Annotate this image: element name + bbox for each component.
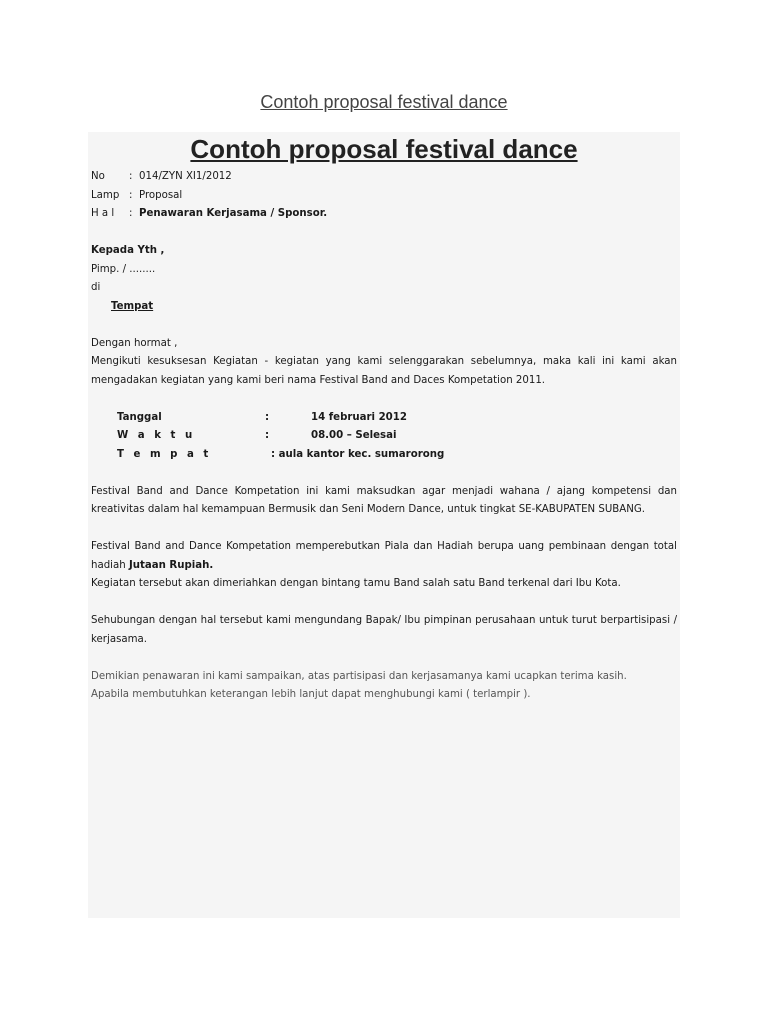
meta-colon: :	[129, 171, 133, 182]
meta-key: Lamp	[91, 189, 120, 201]
recipient-place: Tempat	[111, 300, 154, 312]
meta-value: Proposal	[139, 189, 183, 201]
meta-row-lamp	[91, 187, 677, 206]
document-body	[91, 168, 677, 705]
document-title: Contoh proposal festival dance	[190, 134, 578, 164]
paragraph: Kegiatan tersebut akan dimeriahkan dengan bintang tamu Band salah satu Band terkenal dari Ibu Kota.	[91, 578, 621, 589]
event-details	[91, 409, 677, 465]
meta-row-no	[91, 168, 677, 187]
closing-line: Apabila membutuhkan keterangan lebih lanjut dapat menghubungi kami ( terlampir ).	[91, 689, 531, 700]
event-value: 08.00 – Selesai	[311, 430, 397, 441]
meta-value: Penawaran Kerjasama / Sponsor.	[139, 208, 328, 219]
paragraph: Mengikuti kesuksesan Kegiatan - kegiatan yang kami selenggarakan sebelumnya, maka kali ini kami akan mengadakan kegiatan yang kami beri nama Festival Band and Daces Kompetation 2011.	[91, 356, 677, 386]
event-key: W a k t u	[117, 430, 196, 441]
event-row-place	[117, 446, 677, 465]
meta-colon: :	[129, 189, 133, 201]
paragraph-text: Festival Band and Dance Kompetation memperebutkan Piala dan Hadiah berupa uang pembinaan dengan total hadiah	[91, 541, 677, 571]
paragraph	[91, 538, 677, 575]
event-value: : aula kantor kec. sumarorong	[271, 448, 445, 460]
meta-value: 014/ZYN XI1/2012	[139, 171, 232, 182]
event-key: T e m p a t	[117, 448, 212, 460]
letter-meta	[91, 168, 677, 224]
meta-colon: :	[129, 208, 133, 219]
closing-line: Demikian penawaran ini kami sampaikan, atas partisipasi dan kerjasamanya kami ucapkan terima kasih.	[91, 670, 627, 682]
event-row-date	[117, 409, 677, 428]
meta-row-hal	[91, 205, 677, 224]
recipient-line: Pimp. / ........	[91, 263, 156, 275]
meta-key: No	[91, 171, 105, 182]
document-page	[88, 132, 680, 918]
recipient-line: di	[91, 282, 101, 293]
greeting: Dengan hormat ,	[91, 337, 178, 349]
paragraph: Festival Band and Dance Kompetation ini kami maksudkan agar menjadi wahana / ajang kompetensi dan kreativitas dalam hal kemampuan Bermusik dan Seni Modern Dance, untuk tingkat SE-KABUPATEN SUBANG.	[91, 485, 677, 515]
event-value: 14 februari 2012	[311, 411, 407, 423]
recipient-line: Kepada Yth ,	[91, 245, 165, 256]
paragraph-bold: Jutaan Rupiah.	[128, 559, 214, 571]
event-key: Tanggal	[117, 411, 162, 423]
page-caption: Contoh proposal festival dance	[260, 92, 508, 112]
event-row-time	[117, 427, 677, 446]
event-colon: :	[265, 430, 270, 441]
paragraph: Sehubungan dengan hal tersebut kami mengundang Bapak/ Ibu pimpinan perusahaan untuk turut berpartisipasi / kerjasama.	[91, 615, 677, 645]
meta-key: H a l	[91, 208, 115, 219]
event-colon: :	[265, 411, 270, 423]
